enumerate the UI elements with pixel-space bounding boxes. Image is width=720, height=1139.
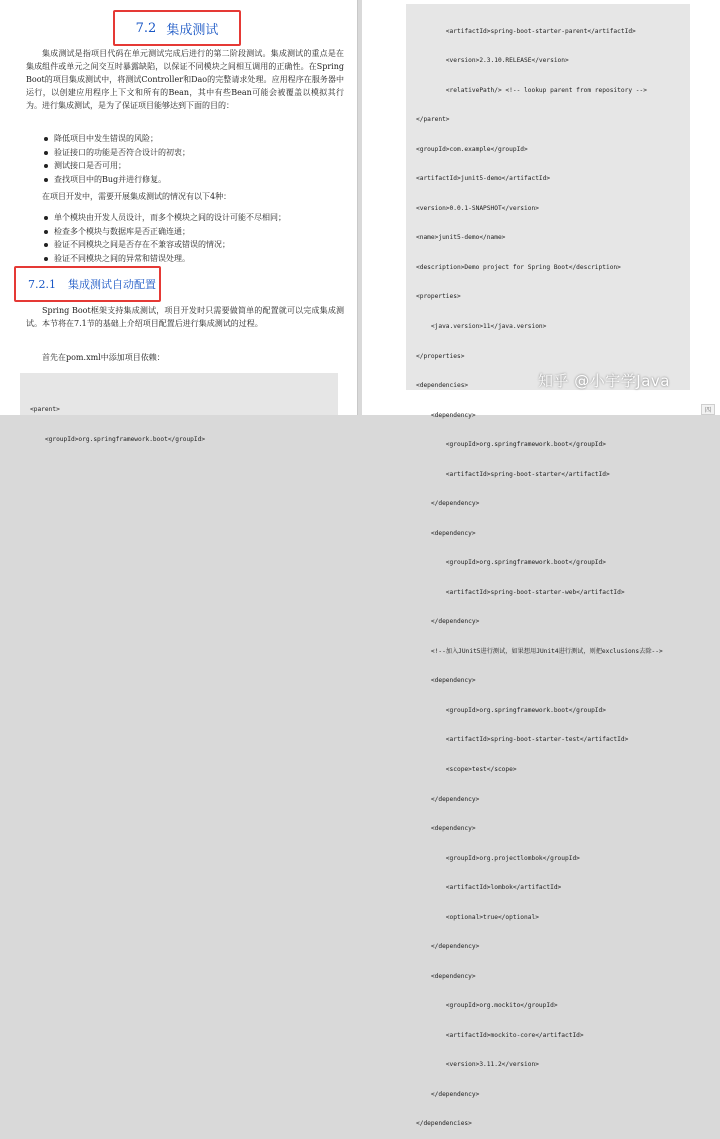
code-line: <dependency> — [416, 529, 476, 537]
code-line: <dependency> — [416, 411, 476, 419]
goals-list — [44, 132, 190, 186]
code-line: </dependency> — [416, 618, 480, 626]
code-line: <java.version>11</java.version> — [416, 323, 547, 330]
code-line: </dependency> — [416, 1090, 480, 1098]
page-marker: 四 — [701, 404, 715, 415]
code-line: <properties> — [416, 293, 461, 301]
section-number: 7.2 — [135, 20, 157, 36]
code-line: </dependency> — [416, 943, 480, 951]
list-item: 查找项目中的Bug并进行修复。 — [44, 173, 190, 187]
subsection-number: 7.2.1 — [28, 277, 56, 291]
code-line: <description>Demo project for Spring Boot</description> — [416, 263, 621, 271]
list-item: 验证不同模块之间是否存在不兼容或错误的情况； — [44, 238, 286, 252]
subsection-heading — [14, 266, 161, 302]
list-item: 验证不同模块之间的异常和错误处理。 — [44, 252, 286, 266]
code-line: <groupId>org.springframework.boot</groupId> — [416, 706, 606, 714]
code-line: </dependencies> — [416, 1120, 472, 1128]
code-line: <!--加入JUnit5进行测试，如果想用JUnit4进行测试，则把exclusions去除--> — [416, 647, 663, 655]
section-heading — [113, 10, 241, 46]
list-item: 测试接口是否可用； — [44, 159, 190, 173]
list-item: 验证接口的功能是否符合设计的初衷； — [44, 146, 190, 160]
code-line: <groupId>org.springframework.boot</groupId> — [416, 441, 606, 449]
section-title: 集成测试 — [166, 22, 219, 38]
code-line: <dependency> — [416, 677, 476, 685]
subsection-title: 集成测试自动配置 — [68, 278, 156, 291]
code-line: <version>2.3.10.RELEASE</version> — [416, 57, 569, 65]
list-item: 检查多个模块与数据库是否正确连通； — [44, 225, 286, 239]
code-line: <artifactId>lombok</artifactId> — [416, 884, 562, 892]
code-line: </parent> — [416, 116, 450, 124]
code-line: <scope>test</scope> — [416, 765, 517, 773]
code-line: <parent> — [30, 406, 60, 413]
code-line: <relativePath/> <!-- lookup parent from repository --> — [416, 86, 647, 94]
code-line: </dependency> — [416, 795, 480, 803]
cases-list — [44, 211, 286, 265]
code-line: <artifactId>spring-boot-starter-test</artifactId> — [416, 736, 629, 744]
code-line: <groupId>org.mockito</groupId> — [416, 1002, 558, 1010]
code-line: <name>junit5-demo</name> — [416, 234, 506, 242]
code-line: <version>0.0.1-SNAPSHOT</version> — [416, 204, 539, 212]
code-block — [20, 373, 338, 443]
code-line: <dependencies> — [416, 382, 469, 390]
code-line: <artifactId>spring-boot-starter-parent</artifactId> — [416, 27, 636, 35]
code-line: </dependency> — [416, 500, 480, 508]
watermark: 知乎 @小宇学Java — [538, 372, 670, 390]
code-line: <groupId>org.projectlombok</groupId> — [416, 854, 580, 862]
code-line: <groupId>org.springframework.boot</groupId> — [30, 436, 206, 443]
auto-config-paragraph: Spring Boot框架支持集成测试，项目开发时只需要做简单的配置就可以完成集成测试。本节将在7.1节的基础上介绍项目配置后进行集成测试的过程。 — [26, 306, 344, 328]
cases-intro: 在项目开发中，需要开展集成测试的情况有以下4种： — [42, 192, 232, 201]
intro-paragraph: 集成测试是指项目代码在单元测试完成后进行的第二阶段测试。集成测试的重点是在集成组件或单元之间交互时暴露缺陷，以保证不同模块之间相互调用的正确性。在Spring Boot的项目集成测试中，将测试Controller和Dao的完整请求处理。应用程序在服务器中运行，以创建应用程序上下文和所有的Bean，其中有些Bean可能会被覆盖以模拟其行为。进行集成测试，是为了保证项目能够达到下面的目的： — [26, 49, 344, 110]
list-item: 降低项目中发生错误的风险； — [44, 132, 190, 146]
code-line: <groupId>org.springframework.boot</groupId> — [416, 559, 606, 567]
code-line: <artifactId>spring-boot-starter-web</artifactId> — [416, 588, 625, 596]
code-line: <version>3.11.2</version> — [416, 1061, 539, 1069]
code-line: <artifactId>spring-boot-starter</artifactId> — [416, 470, 610, 478]
list-item: 单个模块由开发人员设计，而多个模块之间的设计可能不尽相同； — [44, 211, 286, 225]
code-line: <optional>true</optional> — [416, 913, 539, 921]
code-line: <groupId>com.example</groupId> — [416, 145, 528, 153]
left-page — [0, 0, 358, 443]
code-line: </properties> — [416, 352, 465, 360]
code-line: <artifactId>junit5-demo</artifactId> — [416, 175, 551, 183]
code-block — [406, 4, 690, 1128]
code-line: <dependency> — [416, 972, 476, 980]
code-line: <artifactId>mockito-core</artifactId> — [416, 1031, 584, 1039]
code-line: <dependency> — [416, 825, 476, 833]
pom-intro: 首先在pom.xml中添加项目依赖： — [42, 353, 165, 362]
